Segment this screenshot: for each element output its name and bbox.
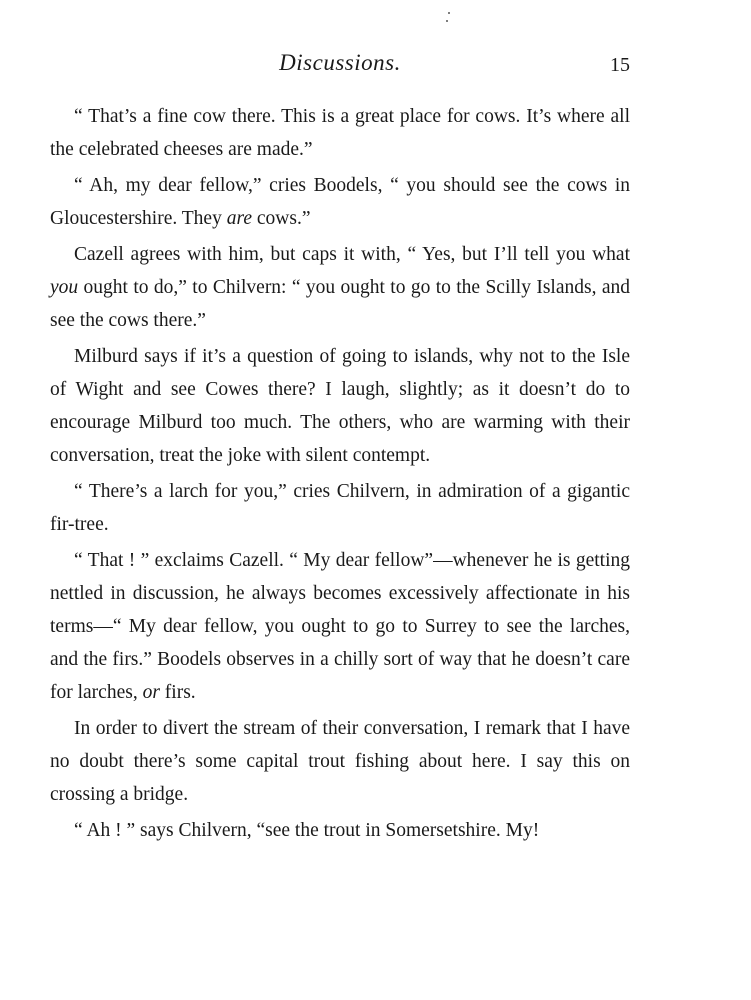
book-page: [50, 0, 630, 1000]
paragraph: [50, 712, 630, 811]
emphasis: are: [226, 208, 252, 229]
paragraph-text: “ Ah, my dear fellow,” cries Boodels, “ you should see the cows in Gloucestershire. They: [50, 175, 630, 229]
paragraph: [50, 238, 630, 337]
paragraph-text: “ That ! ” exclaims Cazell. “ My dear fellow”—whenever he is getting nettled in discussion, he always becomes excessively affectionate in his terms—“ My dear fellow, you ought to go to Surrey to see the larches, and the firs.” Boodels observes in a chilly sort of way that he doesn’t care for larches,: [50, 550, 630, 703]
paragraph-text: Milburd says if it’s a question of going to islands, why not to the Isle of Wight and see Cowes there? I laugh, slightly; as it doesn’t do to encourage Milburd too much. The others, who are warming with their conversation, treat the joke with silent contempt.: [50, 346, 630, 466]
emphasis: or: [142, 682, 160, 703]
paragraph-text: Cazell agrees with him, but caps it with, “ Yes, but I’ll tell you what: [74, 244, 630, 265]
paragraph: [50, 169, 630, 235]
body-text: [50, 100, 630, 850]
paragraph: [50, 340, 630, 472]
paragraph: [50, 475, 630, 541]
paragraph-text: ought to do,” to Chilvern: “ you ought to go to the Scilly Islands, and see the cows there.”: [50, 277, 630, 331]
paragraph-text: “ That’s a fine cow there. This is a great place for cows. It’s where all the celebrated cheeses are made.”: [50, 106, 630, 160]
paragraph: [50, 100, 630, 166]
paragraph-text: firs.: [159, 682, 196, 703]
paragraph-text: cows.”: [252, 208, 311, 229]
paragraph: [50, 814, 630, 847]
paragraph-text: “ There’s a larch for you,” cries Chilvern, in admiration of a gigantic fir-tree.: [50, 481, 630, 535]
emphasis: you: [50, 277, 79, 298]
paragraph-text: In order to divert the stream of their conversation, I remark that I have no doubt there’s some capital trout fishing about here. I say this on crossing a bridge.: [50, 718, 630, 805]
paragraph: [50, 544, 630, 709]
running-head: [50, 50, 630, 80]
paragraph-text: “ Ah ! ” says Chilvern, “see the trout in Somersetshire. My!: [74, 820, 540, 841]
running-title: Discussions.: [279, 50, 401, 75]
page-number: 15: [610, 54, 630, 76]
